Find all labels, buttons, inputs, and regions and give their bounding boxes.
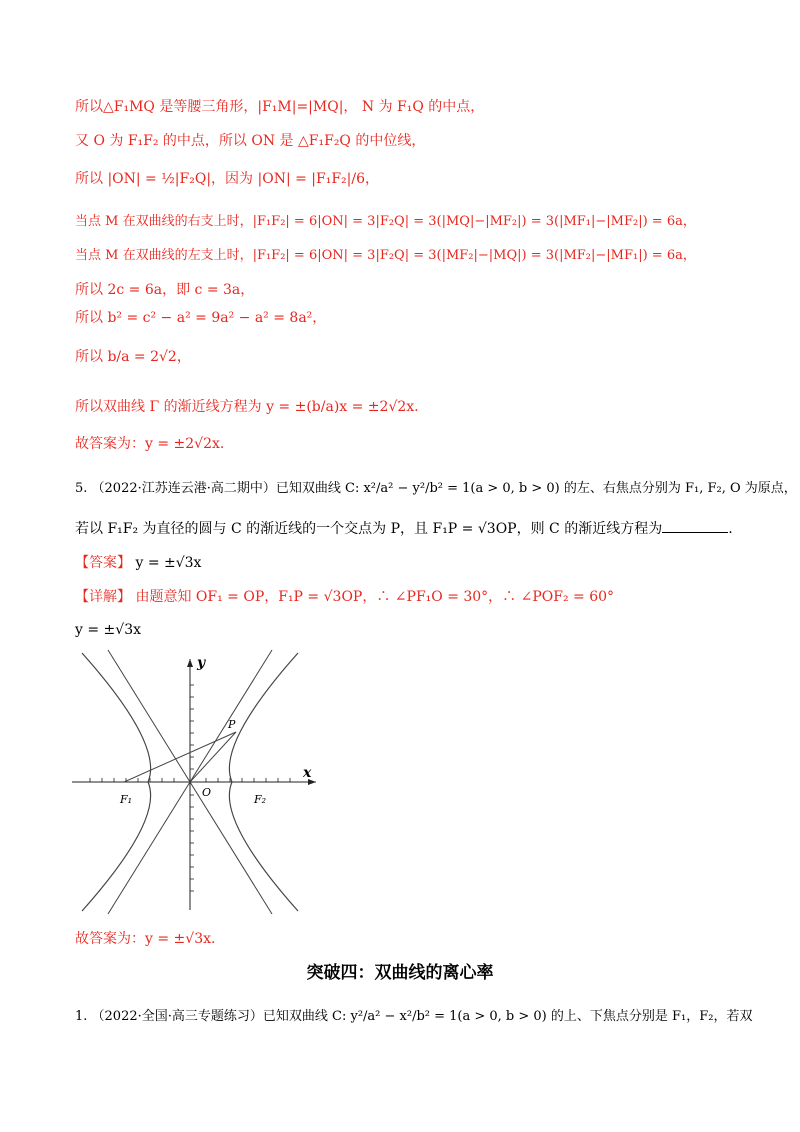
solution-line-10: 故答案为：y = ±2√2x. (75, 436, 225, 452)
segment-o-p (190, 732, 236, 782)
detail-line (75, 586, 614, 608)
focus-f1-label: F₁ (120, 793, 133, 806)
point-p-label: P (228, 718, 236, 731)
answer-value: y = ±√3x (135, 555, 202, 571)
final-answer: 故答案为：y = ±√3x. (75, 931, 216, 947)
solution-line-6: 所以 2c = 6a，即 c = 3a， (75, 282, 255, 298)
hyperbola-svg (70, 645, 320, 915)
solution-line-9: 所以双曲线 Γ 的渐近线方程为 y = ±(b/a)x = ±2√2x. (75, 399, 419, 415)
origin-label: O (202, 786, 212, 799)
question-5-period: . (728, 521, 733, 537)
solution-line-1: 所以△F₁MQ 是等腰三角形，|F₁M|=|MQ|， N 为 F₁Q 的中点， (75, 99, 485, 115)
answer-line (75, 552, 201, 574)
solution-line-8: 所以 b/a = 2√2， (75, 349, 191, 365)
detail-tag: 【详解】 (75, 589, 131, 605)
question-1-line: 1. （2022·全国·高三专题练习）已知双曲线 C: y²/a² − x²/b² = 1(a > 0, b > 0) 的上、下焦点分别是 F₁，F₂，若双 (75, 1009, 753, 1024)
question-5-text: 若以 F₁F₂ 为直径的圆与 C 的渐近线的一个交点为 P，且 F₁P = √3OP，则 C 的渐近线方程为 (75, 521, 663, 537)
solution-line-7: 所以 b² = c² − a² = 9a² − a² = 8a²， (75, 310, 327, 326)
y-axis-arrow (187, 659, 193, 667)
detail-text: 由题意知 OF₁ = OP，F₁P = √3OP，∴ ∠PF₁O = 30°，∴ ∠POF₂ = 60° (135, 589, 615, 605)
question-5-line-2 (75, 518, 733, 540)
section-heading: 突破四：双曲线的离心率 (306, 963, 494, 983)
question-5-line-1: 5. （2022·江苏连云港·高二期中）已知双曲线 C: x²/a² − y²/b² = 1(a > 0, b > 0) 的左、右焦点分别为 F₁, F₂, O 为原点， (75, 481, 797, 496)
focus-f2-label: F₂ (254, 793, 267, 806)
solution-line-3: 所以 |ON| = ½|F₂Q|，因为 |ON| = |F₁F₂|/6， (75, 171, 380, 187)
y-axis-label: y (197, 655, 206, 671)
segment-f1-p (124, 732, 236, 782)
answer-blank (662, 520, 728, 533)
detail-asymptote: y = ±√3x (75, 622, 141, 638)
answer-tag: 【答案】 (75, 555, 131, 571)
hyperbola-figure (70, 645, 320, 919)
x-axis-label: x (303, 765, 312, 781)
solution-line-2: 又 O 为 F₁F₂ 的中点，所以 ON 是 △F₁F₂Q 的中位线， (75, 133, 426, 149)
solution-line-4: 当点 M 在双曲线的右支上时，|F₁F₂| = 6|ON| = 3|F₂Q| = 3(|MQ|−|MF₂|) = 3(|MF₁|−|MF₂|) = 6a， (75, 214, 696, 229)
solution-line-5: 当点 M 在双曲线的左支上时，|F₁F₂| = 6|ON| = 3|F₂Q| = 3(|MF₂|−|MQ|) = 3(|MF₂|−|MF₁|) = 6a， (75, 248, 696, 263)
